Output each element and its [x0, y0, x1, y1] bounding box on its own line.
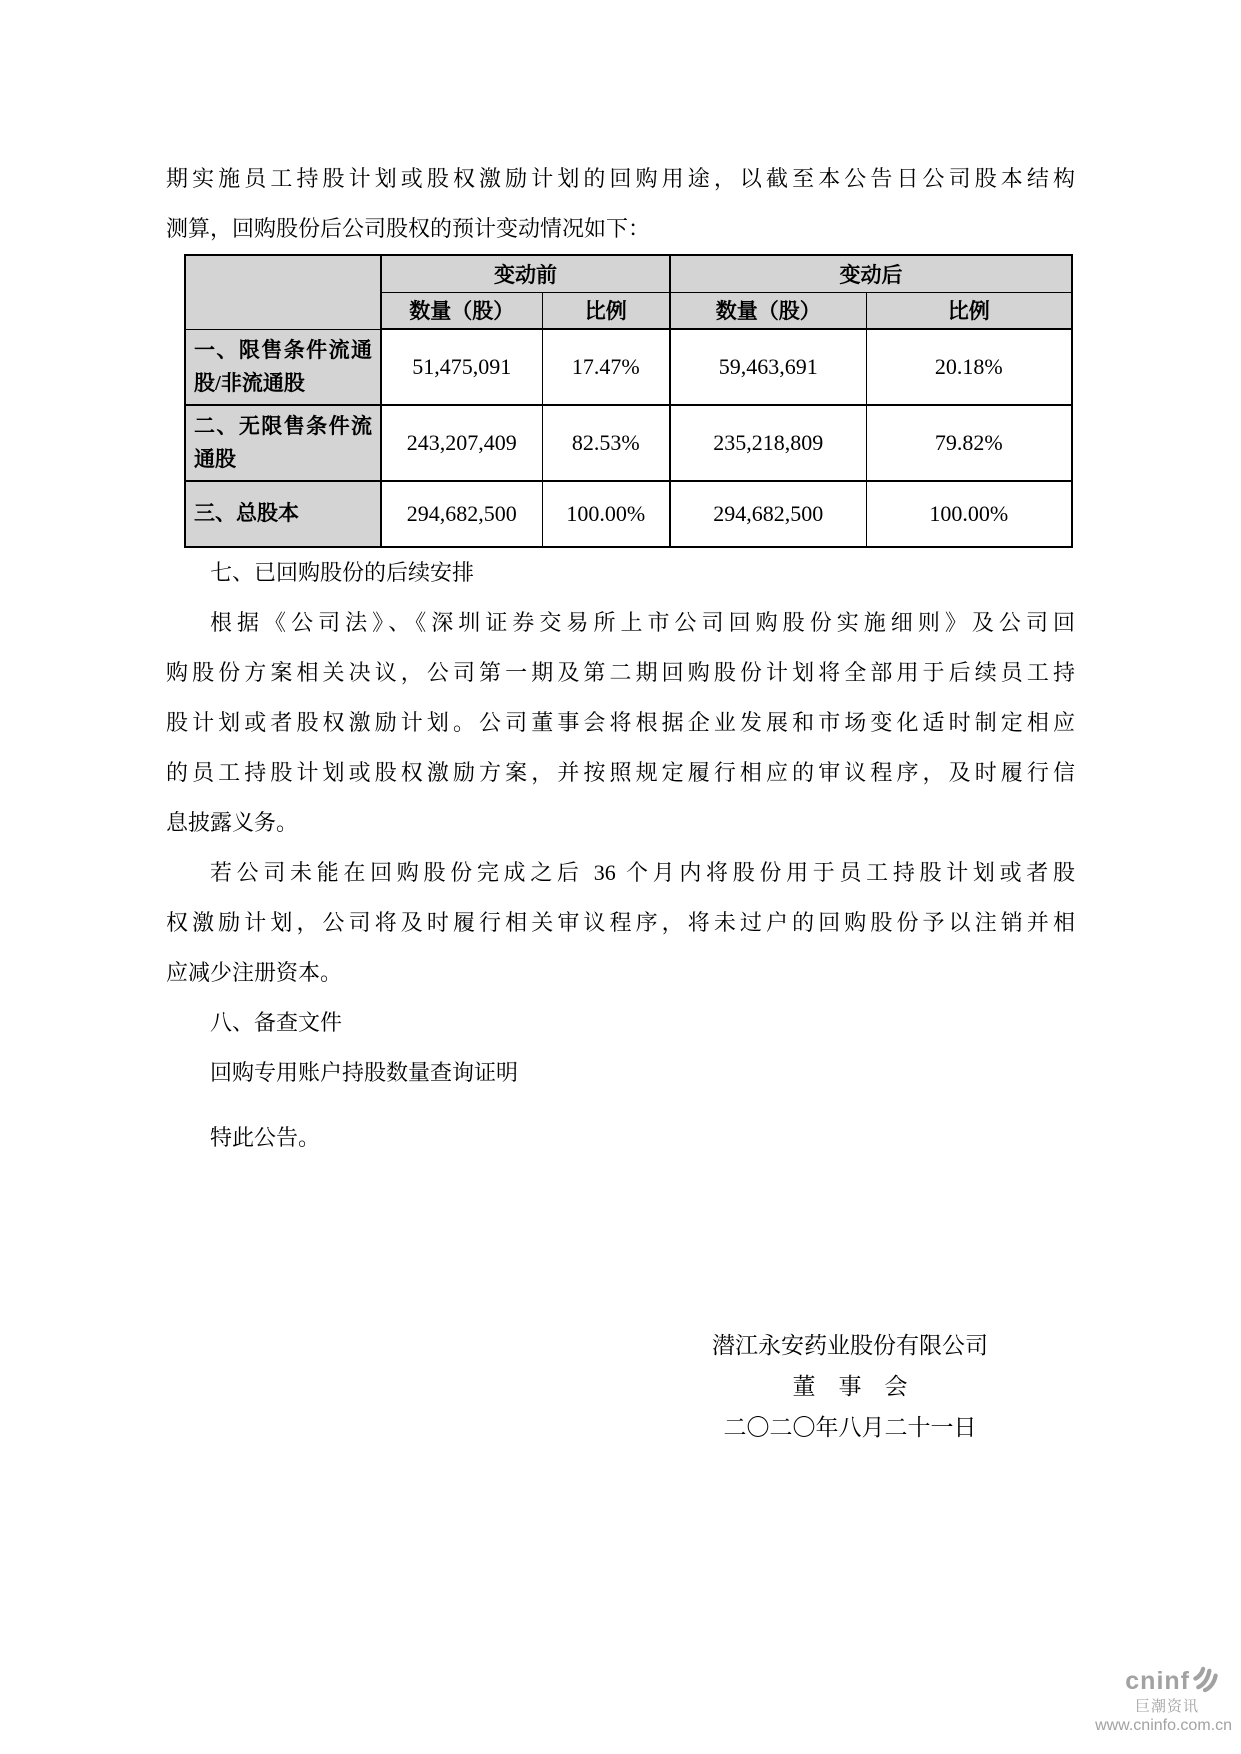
cninfo-swirl-icon: [1192, 1665, 1219, 1697]
cell-after-qty: 235,218,809: [670, 405, 866, 481]
row-label-restricted-shares: 一、限售条件流通股/非流通股: [185, 329, 381, 405]
col-group-before: 变动前: [381, 255, 670, 292]
section8-heading: 八、备查文件: [210, 1009, 343, 1035]
cninfo-watermark: [1095, 1665, 1232, 1734]
section7-paragraph-2: [166, 848, 1075, 998]
document-content: [166, 154, 1075, 1448]
cell-after-qty: 59,463,691: [670, 329, 866, 405]
paragraph-line: 股计划或者股权激励计划。公司董事会将根据企业发展和市场变化适时制定相应: [166, 709, 1075, 735]
col-group-after: 变动后: [670, 255, 1072, 292]
cell-after-ratio: 100.00%: [866, 481, 1072, 547]
paragraph-line: 的员工持股计划或股权激励方案，并按照规定履行相应的审议程序，及时履行信: [166, 759, 1075, 785]
intro-line-2: 测算，回购股份后公司股权的预计变动情况如下：: [166, 216, 651, 241]
subheader-qty-after: 数量（股）: [670, 292, 866, 329]
subheader-ratio-after: 比例: [866, 292, 1072, 329]
table-row: [185, 405, 1072, 481]
cell-before-qty: 51,475,091: [381, 329, 542, 405]
paragraph-line: 若公司未能在回购股份完成之后 36 个月内将股份用于员工持股计划或者股: [210, 859, 1075, 885]
paragraph-line: 息披露义务。: [166, 809, 299, 835]
table-row: [185, 481, 1072, 547]
cell-before-ratio: 100.00%: [542, 481, 670, 547]
row-label-total-shares: 三、总股本: [185, 481, 381, 547]
cell-before-qty: 294,682,500: [381, 481, 542, 547]
cell-after-ratio: 20.18%: [866, 329, 1072, 405]
share-structure-table: [184, 254, 1073, 548]
cell-before-ratio: 82.53%: [542, 405, 670, 481]
intro-line-1: 期实施员工持股计划或股权激励计划的回购用途，以截至本公告日公司股本结构: [166, 166, 1075, 191]
cninfo-url: www.cninfo.com.cn: [1095, 1717, 1232, 1734]
signature-board: 董 事 会: [792, 1373, 908, 1399]
row-label-unrestricted-shares: 二、无限售条件流通股: [185, 405, 381, 481]
section7-paragraph-1: [166, 598, 1075, 848]
paragraph-line: 根据《公司法》、《深圳证券交易所上市公司回购股份实施细则》及公司回: [210, 609, 1075, 635]
cninfo-logo-text: cninf: [1125, 1666, 1190, 1695]
section8-item: 回购专用账户持股数量查询证明: [210, 1059, 519, 1085]
cninfo-brand-row: [1095, 1665, 1232, 1697]
signature-company: 潜江永安药业股份有限公司: [712, 1332, 988, 1358]
table-row: [185, 329, 1072, 405]
signature-date: 二〇二〇年八月二十一日: [723, 1414, 977, 1440]
cell-before-qty: 243,207,409: [381, 405, 542, 481]
subheader-ratio-before: 比例: [542, 292, 670, 329]
paragraph-line: 权激励计划，公司将及时履行相关审议程序，将未过户的回购股份予以注销并相: [166, 909, 1075, 935]
paragraph-line: 购股份方案相关决议，公司第一期及第二期回购股份计划将全部用于后续员工持: [166, 659, 1075, 685]
closing-line: 特此公告。: [210, 1124, 321, 1150]
subheader-qty-before: 数量（股）: [381, 292, 542, 329]
section7-heading: 七、已回购股份的后续安排: [210, 559, 475, 585]
paragraph-line: 应减少注册资本。: [166, 959, 343, 985]
table-corner-cell: [185, 255, 381, 329]
cell-before-ratio: 17.47%: [542, 329, 670, 405]
cell-after-ratio: 79.82%: [866, 405, 1072, 481]
cell-after-qty: 294,682,500: [670, 481, 866, 547]
cninfo-cn-name: 巨潮资讯: [1134, 1698, 1199, 1715]
signature-block: [690, 1325, 1010, 1448]
